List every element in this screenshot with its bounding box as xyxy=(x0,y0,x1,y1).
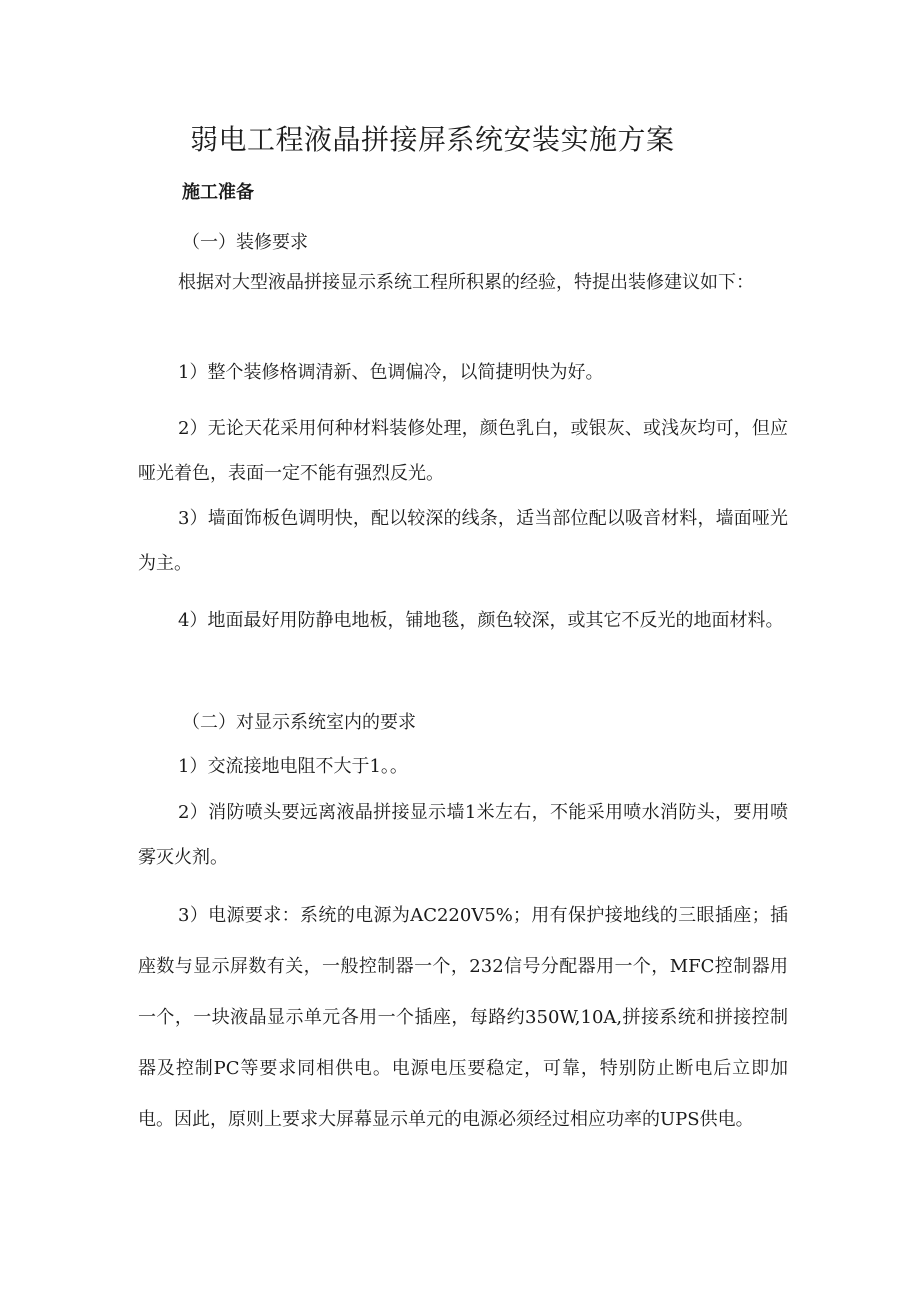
room-item-2: 2）消防喷头要远离液晶拼接显示墙1米左右，不能采用喷水消防头，要用喷雾灭火剂。 xyxy=(138,802,788,868)
decoration-item-2: 2）无论天花采用何种材料装修处理，颜色乳白，或银灰、或浅灰均可，但应哑光着色，表面一定不能有强烈反光。 xyxy=(138,418,788,484)
decoration-item-1: 1）整个装修格调清新、色调偏冷，以简捷明快为好。 xyxy=(178,362,604,383)
subsection-heading-room: （二）对显示系统室内的要求 xyxy=(182,712,416,733)
room-item-3: 3）电源要求：系统的电源为AC220V5%；用有保护接地线的三眼插座；插座数与显示屏数有关，一般控制器一个，232信号分配器用一个，MFC控制器用一个，一块液晶显示单元各用一个插座，每路约350W,10A,拼接系统和拼接控制器及控制PC等要求同相供电。电源电压要稳定，可靠，特别防止断电后立即加电。因此，原则上要求大屏幕显示单元的电源必须经过相应功率的UPS供电。 xyxy=(138,905,788,1130)
decoration-item-4: 4）地面最好用防静电地板，铺地毯，颜色较深，或其它不反光的地面材料。 xyxy=(178,610,784,631)
intro-paragraph: 根据对大型液晶拼接显示系统工程所积累的经验，特提出装修建议如下： xyxy=(178,272,754,293)
document-title: 弱电工程液晶拼接屏系统安装实施方案 xyxy=(190,123,675,156)
section-heading: 施工准备 xyxy=(182,182,254,203)
decoration-item-3: 3）墙面饰板色调明快，配以较深的线条，适当部位配以吸音材料，墙面哑光为主。 xyxy=(138,508,788,574)
room-item-1: 1）交流接地电阻不大于1。。 xyxy=(178,756,408,777)
subsection-heading-decoration: （一）装修要求 xyxy=(182,232,308,253)
